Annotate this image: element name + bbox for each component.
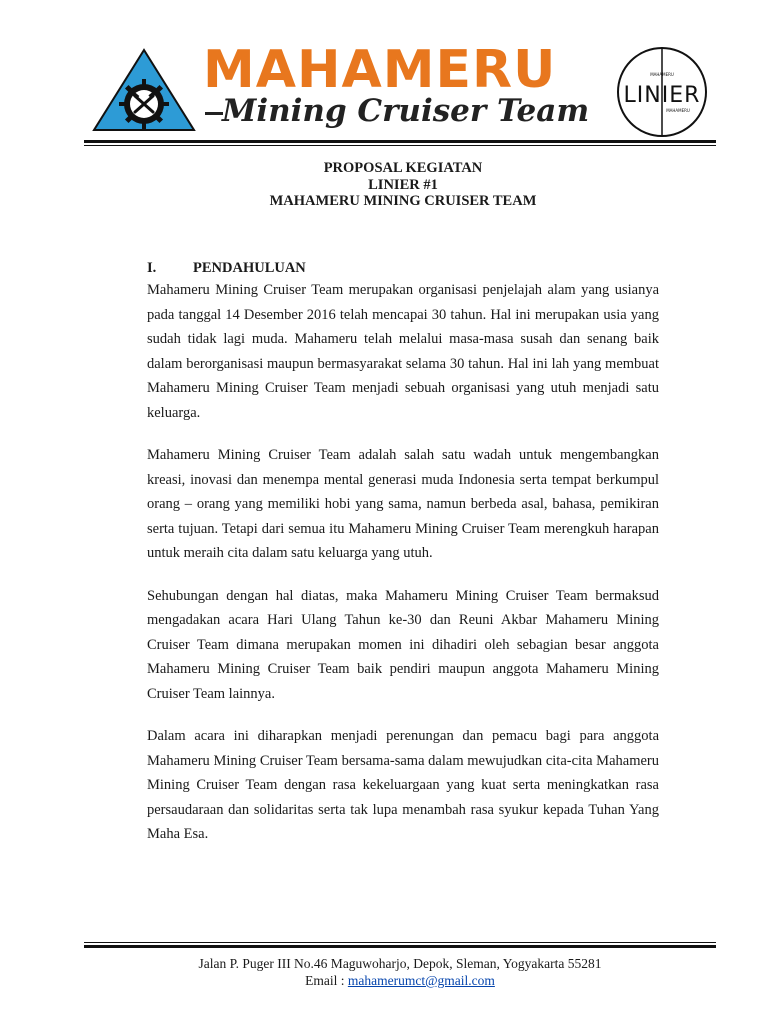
linier-event-logo: [612, 46, 712, 138]
footer-email-label: Email :: [305, 973, 348, 988]
paragraph-4: Dalam acara ini diharapkan menjadi perenungan dan pemacu bagi para anggota Mahameru Mining Cruiser Team bersama-sama dalam mewujudkan cita-cita Mahameru Mining Cruiser Team dengan rasa kekeluargaan yang kuat serta meningkatkan rasa persaudaraan dan solidaritas serta tak lupa menambah rasa syukur kepada Tuhan Yang Maha Esa.: [147, 728, 659, 842]
footer-rule-thin: [84, 942, 716, 943]
mahameru-emblem-logo: [90, 46, 198, 134]
footer-rule-thick: [84, 945, 716, 948]
footer-address: Jalan P. Puger III No.46 Maguwoharjo, Depok, Sleman, Yogyakarta 55281: [198, 956, 602, 971]
title-line-3: MAHAMERU MINING CRUISER TEAM: [269, 193, 537, 209]
footer: [0, 955, 768, 989]
linier-logo-small-top: MAHAMERU: [650, 72, 674, 77]
paragraph-3: Sehubungan dengan hal diatas, maka Mahameru Mining Cruiser Team bermaksud mengadakan acara Hari Ulang Tahun ke-30 dan Reuni Akbar Mahameru Mining Cruiser Team dimana merupakan momen ini dihadiri oleh sebagian besar anggota Mahameru Mining Cruiser Team baik pendiri maupun anggota Mahameru Mining Cruiser Team lainnya.: [147, 587, 659, 702]
document-body: [147, 258, 659, 865]
section-number: I.: [147, 260, 157, 276]
linier-logo-small-bottom: MAHAMERU: [666, 108, 690, 113]
header-rule-thick: [84, 140, 716, 143]
document-title: [0, 160, 768, 210]
section-title: PENDAHULUAN: [193, 260, 306, 276]
footer-email-link[interactable]: mahamerumct@gmail.com: [347, 973, 495, 988]
paragraph-2: Mahameru Mining Cruiser Team adalah salah satu wadah untuk mengembangkan kreasi, inovasi dan menempa mental generasi muda Indonesia serta tempat berkumpul orang – orang yang memiliki hobi yang sama, namun berbeda asal, bahasa, pemikiran serta tujuan. Tetapi dari semua itu Mahameru Mining Cruiser Team merengkuh harapan untuk meraih cita dalam satu keluarga yang utuh.: [147, 447, 659, 561]
footer-email-line: [0, 972, 768, 989]
paragraph-1: Mahameru Mining Cruiser Team merupakan organisasi penjelajah alam yang usianya pada tanggal 14 Desember 2016 telah mencapai 30 tahun. Hal ini merupakan usia yang sudah tidak lagi muda. Mahameru telah melalui masa-masa susah dan senang baik dalam berorganisasi maupun bermasyarakat selama 30 tahun. Hal ini lah yang membuat Mahameru Mining Cruiser Team menjadi sebuah organisasi yang utuh menjadi satu keluarga.: [147, 282, 659, 421]
brand-title: MAHAMERU: [203, 40, 557, 100]
header-rule-thin: [84, 145, 716, 146]
brand-subtitle: Mining Cruiser Team: [222, 93, 590, 129]
brand-underline-dash: [205, 112, 223, 115]
title-line-2: LINIER #1: [368, 176, 438, 193]
section-heading: [147, 258, 659, 278]
title-line-1: PROPOSAL KEGIATAN: [323, 160, 483, 176]
letterhead: [0, 0, 768, 150]
linier-logo-text: LINIER: [623, 83, 701, 108]
